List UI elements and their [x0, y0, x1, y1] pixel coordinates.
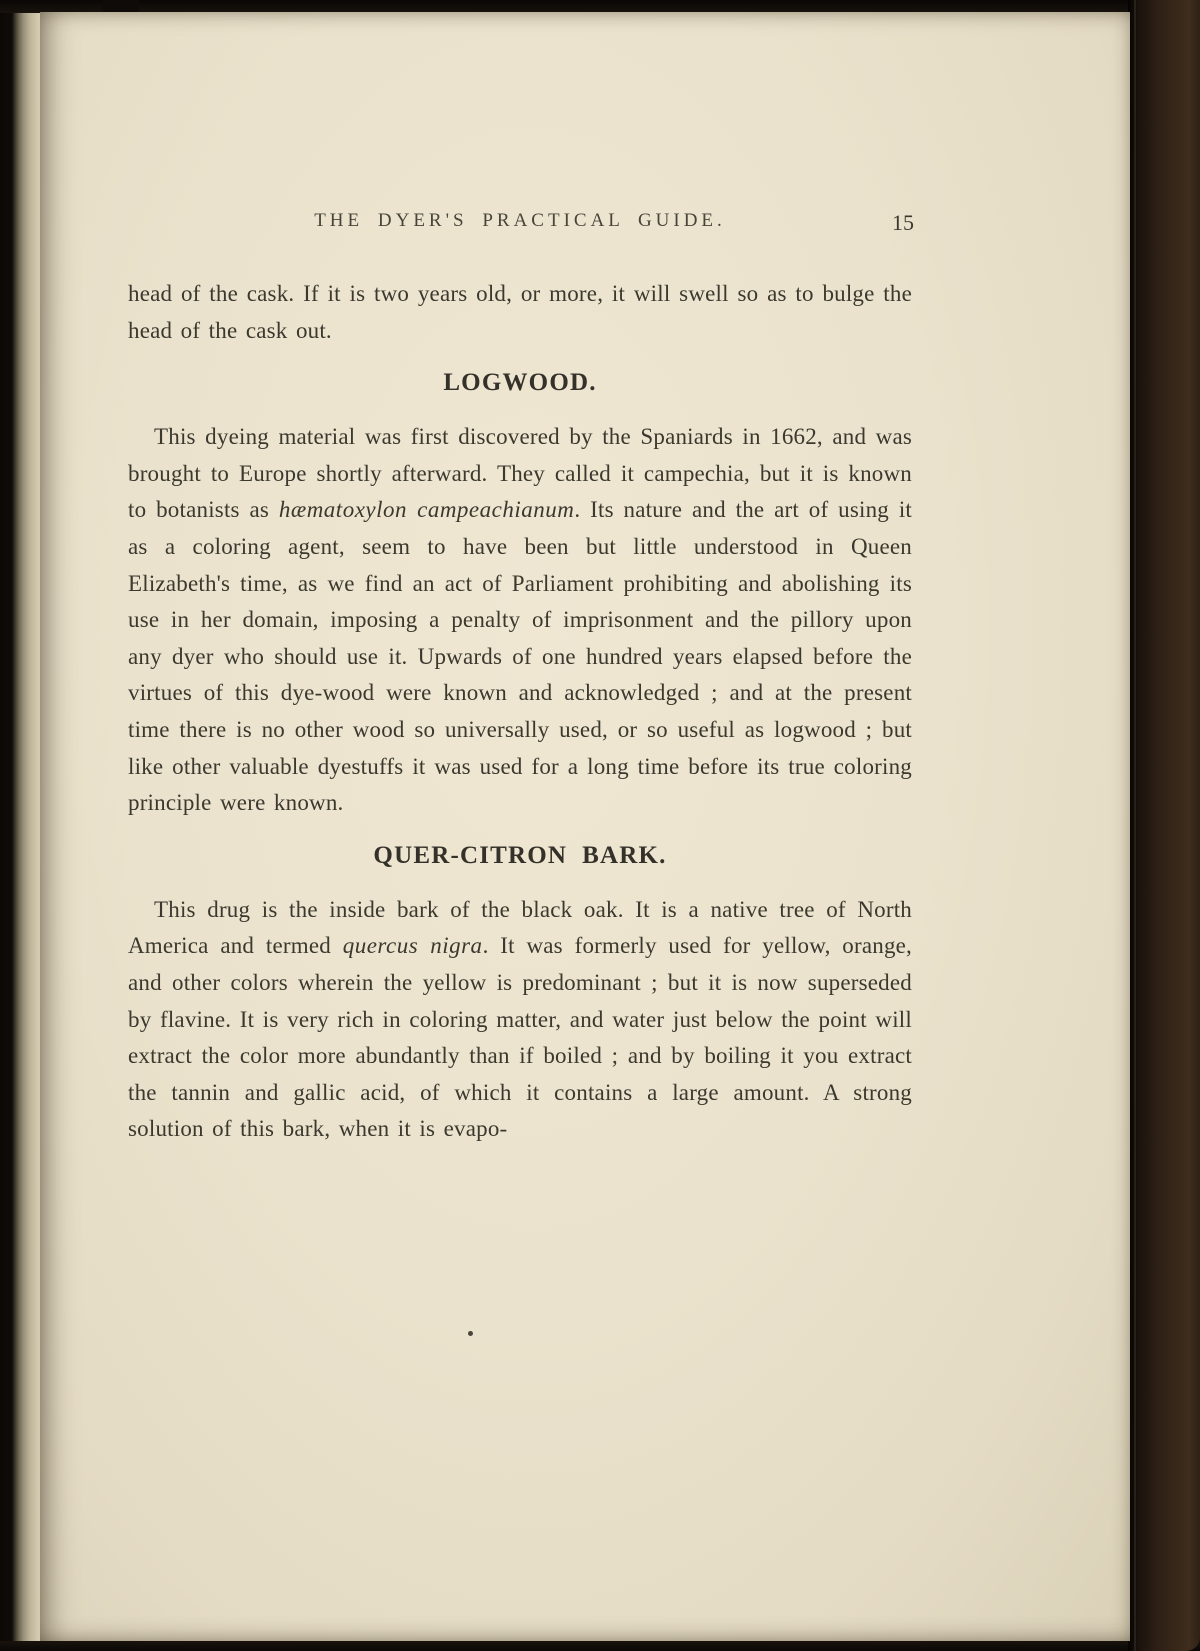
paragraph-quercitron — [128, 892, 912, 1148]
book-cover-right-edge — [1128, 0, 1200, 1651]
ink-speck — [468, 1331, 473, 1336]
logwood-text-start: This dyeing material was first discovered by the Spaniards in 1662, and was brought to Europe shortly afterward. They called it campechia, but it is known to botanists as — [128, 424, 912, 523]
section-heading-quercitron: QUER-CITRON BARK. — [373, 841, 667, 869]
section-heading-logwood: LOGWOOD. — [443, 369, 597, 397]
paragraph-logwood — [128, 419, 912, 822]
running-header-title: THE DYER'S PRACTICAL GUIDE. — [314, 210, 726, 231]
logwood-latin-name: hæmatoxylon campeachianum — [278, 497, 575, 523]
logwood-text-end: . Its nature and the art of using it as a coloring agent, seem to have been but little understood in Queen Elizabeth's time, as we find an act of Parliament prohibiting and abolishing its use in her domain, imposing a penalty of imprisonment and the pillory upon any dyer who should use it. Upwards of one hundred years elapsed before the virtues of this dye-wood were known and acknowledged ; and at the present time there is no other wood so universally used, or so useful as logwood ; but like other valuable dyestuffs it was used for a long time before its true coloring principle were known. — [128, 497, 912, 816]
running-header — [128, 210, 912, 238]
quercitron-text-start: This drug is the inside bark of the black oak. It is a native tree of North America and termed — [128, 896, 912, 959]
book-page — [40, 12, 1130, 1641]
quercitron-text-end: . It was formerly used for yellow, orange, and other colors wherein the yellow is predominant ; but it is now superseded by flavine. It is very rich in coloring matter, and water just below the point will extract the color more abundantly than if boiled ; and by boiling it you extract the tannin and gallic acid, of which it contains a large amount. A strong solution of this bark, when it is evapo- — [128, 933, 913, 1142]
quercitron-latin-name: quercus nigra — [342, 933, 483, 959]
paragraph-cask-continuation: head of the cask. If it is two years old, or more, it will swell so as to bulge the head of the cask out. — [128, 281, 912, 343]
page-number: 15 — [892, 210, 914, 235]
book-cover-bottom-edge — [0, 1641, 1200, 1651]
